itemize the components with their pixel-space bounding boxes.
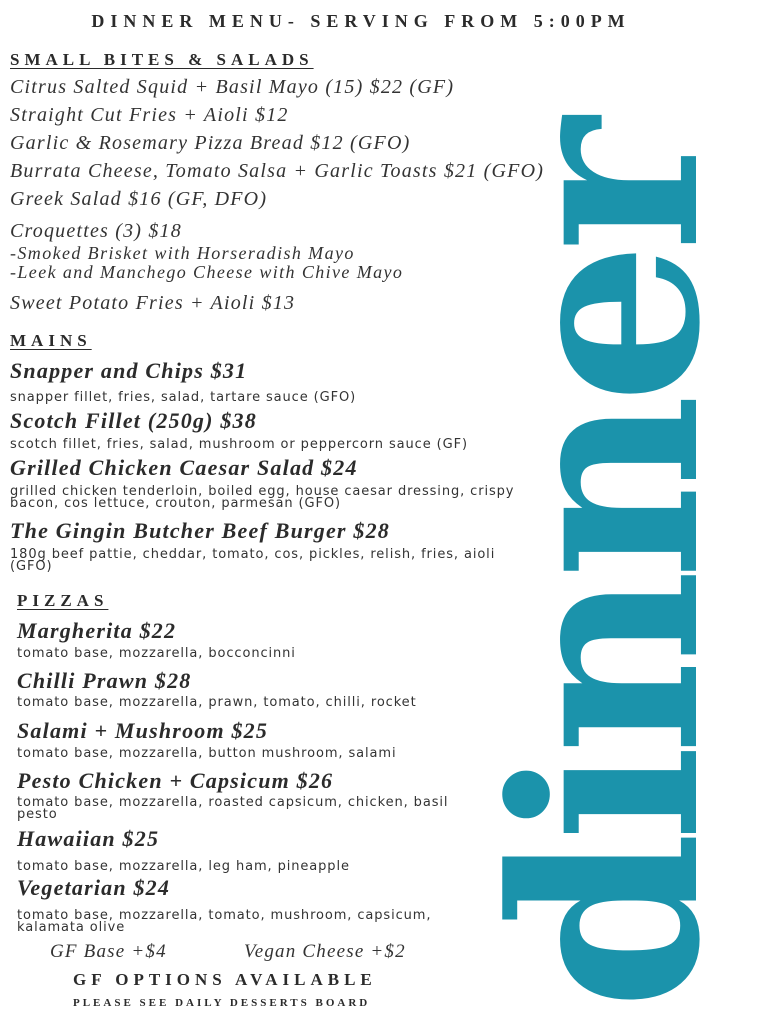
menu-item: Greek Salad $16 (GF, DFO): [10, 188, 268, 210]
dish-description: 180g beef pattie, cheddar, tomato, cos, pickles, relish, fries, aioli (GFO): [10, 547, 496, 574]
croquette-option: -Smoked Brisket with Horseradish Mayo: [10, 243, 355, 263]
gf-options-note: GF OPTIONS AVAILABLE: [73, 970, 377, 989]
desserts-note: PLEASE SEE DAILY DESSERTS BOARD: [73, 997, 371, 1009]
menu-item: Garlic & Rosemary Pizza Bread $12 (GFO): [10, 132, 411, 154]
gf-base-extra: GF Base +$4: [50, 941, 167, 962]
section-heading-mains: MAINS: [10, 331, 92, 350]
dish-name: Scotch Fillet (250g) $38: [10, 408, 257, 433]
dish-description: scotch fillet, fries, salad, mushroom or peppercorn sauce (GF): [10, 437, 468, 452]
pizza-description: tomato base, mozzarella, roasted capsicum, chicken, basil pesto: [17, 795, 449, 822]
menu-item: Citrus Salted Squid + Basil Mayo (15) $22 (GF): [10, 76, 455, 98]
dish-name: Snapper and Chips $31: [10, 358, 248, 383]
dish-name: The Gingin Butcher Beef Burger $28: [10, 518, 390, 543]
pizza-name: Pesto Chicken + Capsicum $26: [17, 768, 334, 793]
dinner-side-word: dinner: [458, 127, 757, 1010]
pizza-description: tomato base, mozzarella, bocconcinni: [17, 646, 296, 661]
pizza-name: Vegetarian $24: [17, 875, 171, 900]
pizza-name: Margherita $22: [17, 618, 177, 643]
menu-item: Straight Cut Fries + Aioli $12: [10, 104, 289, 126]
section-heading-pizzas: PIZZAS: [17, 591, 109, 610]
pizza-description: tomato base, mozzarella, tomato, mushroom, capsicum, kalamata olive: [17, 908, 432, 935]
menu-item: Burrata Cheese, Tomato Salsa + Garlic Toasts $21 (GFO): [10, 160, 545, 182]
menu-item: Sweet Potato Fries + Aioli $13: [10, 292, 296, 314]
dish-name: Grilled Chicken Caesar Salad $24: [10, 455, 358, 480]
section-heading-small-bites: SMALL BITES & SALADS: [10, 50, 314, 69]
pizza-description: tomato base, mozzarella, leg ham, pineapple: [17, 859, 350, 874]
croquettes-title: Croquettes (3) $18: [10, 220, 182, 242]
pizza-name: Chilli Prawn $28: [17, 668, 192, 693]
pizza-description: tomato base, mozzarella, prawn, tomato, chilli, rocket: [17, 695, 417, 710]
menu-title: DINNER MENU- SERVING FROM 5:00PM: [91, 11, 631, 31]
pizza-name: Salami + Mushroom $25: [17, 718, 269, 743]
dish-description: snapper fillet, fries, salad, tartare sauce (GFO): [10, 390, 357, 405]
croquette-option: -Leek and Manchego Cheese with Chive Mayo: [10, 262, 404, 282]
vegan-cheese-extra: Vegan Cheese +$2: [244, 941, 406, 962]
pizza-description: tomato base, mozzarella, button mushroom, salami: [17, 746, 397, 761]
dish-description: grilled chicken tenderloin, boiled egg, house caesar dressing, crispy bacon, cos lettuce, crouton, parmesan (GFO): [10, 484, 515, 511]
pizza-name: Hawaiian $25: [17, 826, 160, 851]
